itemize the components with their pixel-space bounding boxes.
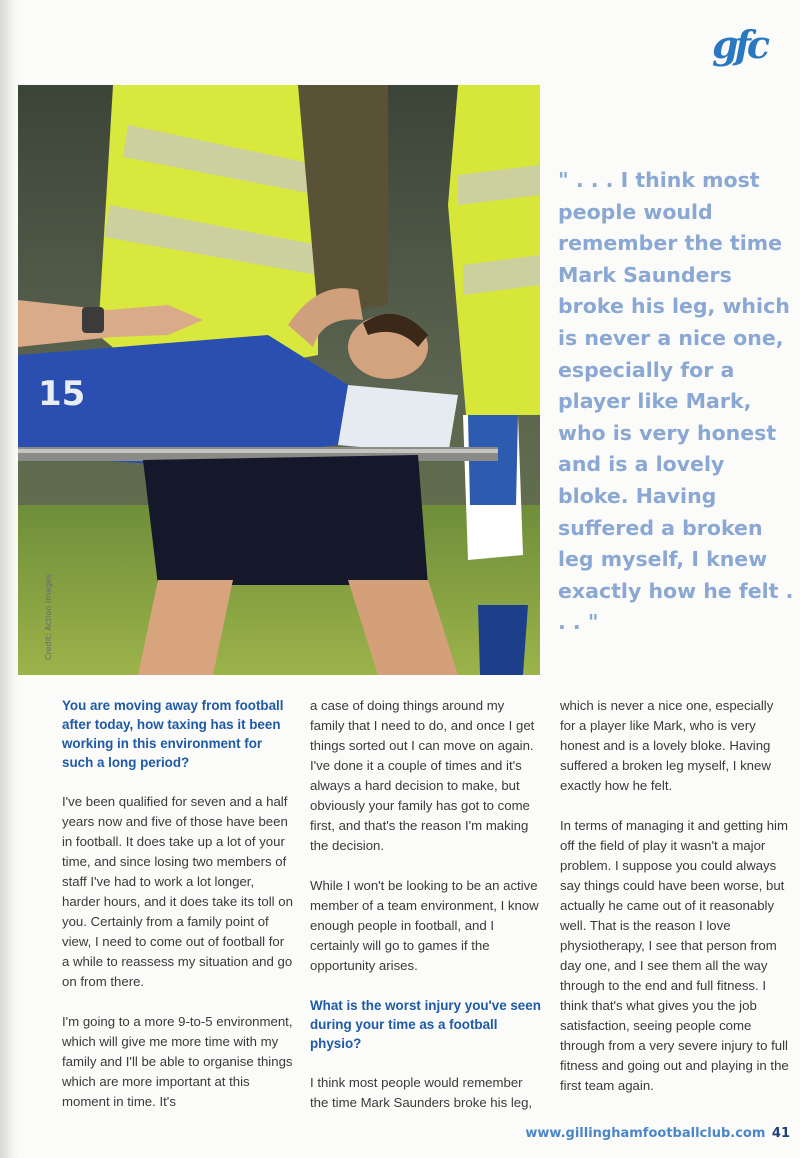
article-column-2 [310, 696, 542, 1133]
interview-question: What is the worst injury you've seen during your time as a football physio? [310, 998, 541, 1051]
article-paragraph: which is never a nice one, especially for a player like Mark, who is very honest and is a lovely bloke. Having suffered a broken leg myself, I knew exactly how he felt. [560, 698, 774, 793]
interview-question: You are moving away from football after today, how taxing has it been working in this environment for such a long period? [62, 698, 284, 770]
page-gutter [0, 0, 18, 1158]
article-paragraph: While I won't be looking to be an active member of a team environment, I know enough people in football, and I certainly will go to games if the opportunity arises. [310, 878, 539, 973]
article-paragraph: I'm going to a more 9-to-5 environment, which will give me more time with my family and I'll be able to organise things which are more important at this moment in time. It's [62, 1014, 293, 1109]
article-column-3 [560, 696, 792, 1116]
club-logo-text: gfc [712, 22, 767, 67]
svg-text:15: 15 [38, 374, 86, 414]
club-logo [710, 18, 786, 70]
article-paragraph: a case of doing things around my family that I need to do, and once I get things sorted out I can move on again. I've done it a couple of times and it's always a hard decision to make, but obviously your family has got to come first, and that's the reason I'm making the decision. [310, 698, 535, 853]
photo-credit: Credit: Action Images [44, 573, 53, 660]
article-paragraph: In terms of managing it and getting him off the field of play it wasn't a major problem. I suppose you could always say things could have been worse, but actually he came out of it reasonably well. That is the reason I love physiotherapy, I see that person from day one, and I see them all the way through to the end and full fitness. I think that's what gives you the job satisfaction, seeing people come through from a very severe injury to full fitness and going out and playing in the first team again. [560, 818, 789, 1093]
article-paragraph: I've been qualified for seven and a half years now and five of those have been in football. It does take up a lot of your time, and since losing two members of staff I've had to work a lot longer, harder hours, and it does take its toll on you. Certainly from a family point of view, I need to come out of football for a while to reassess my situation and go on from there. [62, 794, 293, 989]
website-url: www.gillinghamfootballclub.com [525, 1126, 766, 1141]
page-footer [525, 1126, 790, 1141]
page-number: 41 [771, 1126, 790, 1141]
article-column-1 [62, 696, 294, 1132]
pull-quote: " . . . I think most people would remember the time Mark Saunders broke his leg, which is never a nice one, especially for a player like Mark, who is very honest and is a lovely bloke. Having suffered a broken leg myself, I knew exactly how he felt . . . " [558, 168, 794, 635]
article-paragraph: I think most people would remember the time Mark Saunders broke his leg, [310, 1075, 533, 1110]
article-photo [18, 85, 540, 675]
